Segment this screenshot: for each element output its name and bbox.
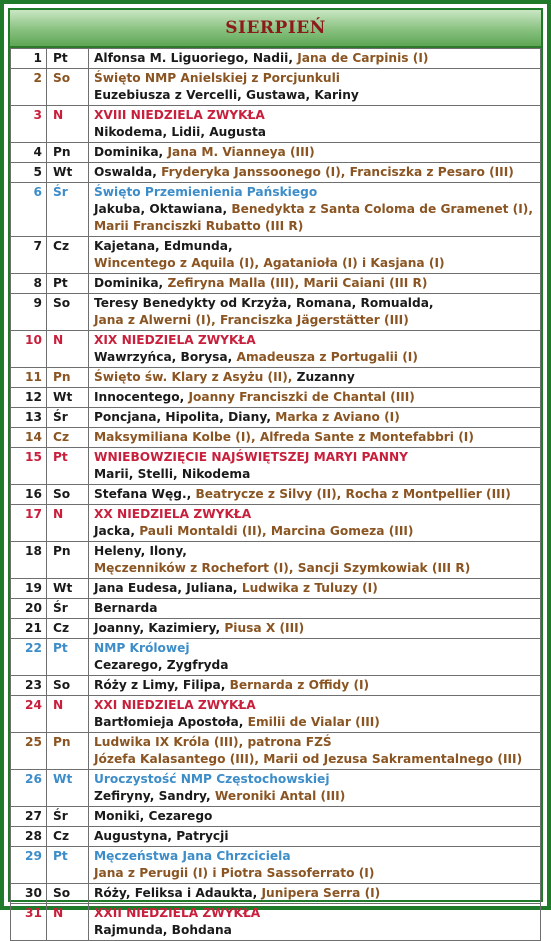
day-entry xyxy=(89,163,541,183)
day-number: 21 xyxy=(11,619,47,639)
saint-text: Beatrycze z Silvy (II), Rocha z Montpellier (III) xyxy=(195,487,511,501)
calendar-row xyxy=(11,676,541,696)
name-text: Dominika, xyxy=(94,276,168,290)
entry-line xyxy=(94,50,537,67)
day-entry xyxy=(89,49,541,69)
name-text: Zuzanny xyxy=(296,370,355,384)
saint-text: Jana M. Vianneya (III) xyxy=(167,145,315,159)
entry-line xyxy=(94,600,537,617)
name-text: Teresy Benedykty od Krzyża, Romana, Romualda, xyxy=(94,296,434,310)
name-text: Jakuba, Oktawiana, xyxy=(94,202,232,216)
day-entry xyxy=(89,542,541,579)
entry-line xyxy=(94,349,537,366)
day-number: 23 xyxy=(11,676,47,696)
feast-text: XXII NIEDZIELA ZWYKŁA xyxy=(94,906,261,920)
name-text: Nikodema, Lidii, Augusta xyxy=(94,125,267,139)
entry-line xyxy=(94,788,537,805)
day-entry xyxy=(89,183,541,237)
day-entry xyxy=(89,428,541,448)
day-entry xyxy=(89,237,541,274)
weekday: N xyxy=(47,106,89,143)
day-entry xyxy=(89,770,541,807)
calendar-row xyxy=(11,599,541,619)
calendar-row xyxy=(11,163,541,183)
weekday: Pn xyxy=(47,368,89,388)
entry-line xyxy=(94,201,537,218)
day-entry xyxy=(89,599,541,619)
day-number: 14 xyxy=(11,428,47,448)
entry-line xyxy=(94,164,537,181)
name-text: Moniki, Cezarego xyxy=(94,809,213,823)
day-number: 22 xyxy=(11,639,47,676)
name-text: Alfonsa M. Liguoriego, Nadii, xyxy=(94,51,298,65)
entry-line xyxy=(94,124,537,141)
day-number: 25 xyxy=(11,733,47,770)
entry-line xyxy=(94,640,537,657)
weekday: Cz xyxy=(47,619,89,639)
day-number: 26 xyxy=(11,770,47,807)
day-entry xyxy=(89,904,541,941)
entry-line xyxy=(94,905,537,922)
weekday: Śr xyxy=(47,599,89,619)
saint-text: Jana z Alwerni (I), Franciszka Jägerstätter (III) xyxy=(94,313,409,327)
entry-line xyxy=(94,714,537,731)
weekday: Wt xyxy=(47,579,89,599)
weekday: Pn xyxy=(47,733,89,770)
entry-line xyxy=(94,560,537,577)
weekday: So xyxy=(47,69,89,106)
entry-line xyxy=(94,697,537,714)
calendar-row xyxy=(11,183,541,237)
name-text: Jana Eudesa, Juliana, xyxy=(94,581,242,595)
entry-line xyxy=(94,218,537,235)
weekday: Wt xyxy=(47,770,89,807)
calendar-row xyxy=(11,847,541,884)
calendar-panel xyxy=(8,8,543,937)
entry-line xyxy=(94,409,537,426)
name-text: Euzebiusza z Vercelli, Gustawa, Kariny xyxy=(94,88,359,102)
entry-line xyxy=(94,848,537,865)
feast-text: XIX NIEDZIELA ZWYKŁA xyxy=(94,333,256,347)
entry-line xyxy=(94,751,537,768)
weekday: So xyxy=(47,676,89,696)
calendar-row xyxy=(11,237,541,274)
weekday: So xyxy=(47,485,89,505)
name-text: Wawrzyńca, Borysa, xyxy=(94,350,237,364)
entry-line xyxy=(94,523,537,540)
calendar-row xyxy=(11,485,541,505)
weekday: Pt xyxy=(47,448,89,485)
weekday: Pn xyxy=(47,143,89,163)
saint-text: Amadeusza z Portugalii (I) xyxy=(236,350,418,364)
calendar-row xyxy=(11,770,541,807)
saint-text: Wincentego z Aquila (I), Agatanioła (I) i Kasjana (I) xyxy=(94,256,445,270)
day-number: 12 xyxy=(11,388,47,408)
entry-line xyxy=(94,389,537,406)
name-text: Dominika, xyxy=(94,145,168,159)
day-number: 17 xyxy=(11,505,47,542)
saint-text: Piusa X (III) xyxy=(224,621,305,635)
entry-line xyxy=(94,144,537,161)
saint-text: Junipera Serra (I) xyxy=(261,886,381,900)
saint-text: Jana de Carpinis (I) xyxy=(297,51,429,65)
saint-text: Marii Franciszki Rubatto (III R) xyxy=(94,219,304,233)
feast-text: WNIEBOWZIĘCIE NAJŚWIĘTSZEJ MARYI PANNY xyxy=(94,450,408,464)
saint-text: Pauli Montaldi (II), Marcina Gomeza (III) xyxy=(139,524,414,538)
day-number: 4 xyxy=(11,143,47,163)
day-number: 16 xyxy=(11,485,47,505)
day-number: 15 xyxy=(11,448,47,485)
entry-line xyxy=(94,580,537,597)
calendar-row xyxy=(11,106,541,143)
weekday: N xyxy=(47,696,89,733)
name-text: Zefiryny, Sandry, xyxy=(94,789,215,803)
entry-line xyxy=(94,922,537,939)
entry-line xyxy=(94,885,537,902)
day-entry xyxy=(89,408,541,428)
saint-text: Fryderyka Janssoonego (I), Franciszka z Pesaro (III) xyxy=(161,165,514,179)
calendar-row xyxy=(11,827,541,847)
weekday: Śr xyxy=(47,807,89,827)
name-text: Heleny, Ilony, xyxy=(94,544,187,558)
entry-line xyxy=(94,771,537,788)
calendar-row xyxy=(11,807,541,827)
saint-text: Emilii de Vialar (III) xyxy=(247,715,380,729)
calendar-row xyxy=(11,696,541,733)
feast-text: XVIII NIEDZIELA ZWYKŁA xyxy=(94,108,265,122)
day-entry xyxy=(89,676,541,696)
day-entry xyxy=(89,579,541,599)
saint-text: Bernarda z Offidy (I) xyxy=(229,678,370,692)
entry-line xyxy=(94,70,537,87)
name-text: Bernarda xyxy=(94,601,158,615)
calendar-row xyxy=(11,904,541,941)
weekday: Śr xyxy=(47,183,89,237)
weekday: So xyxy=(47,294,89,331)
weekday: Cz xyxy=(47,428,89,448)
calendar-row xyxy=(11,428,541,448)
feast-text: NMP Królowej xyxy=(94,641,190,655)
name-text: Innocentego, xyxy=(94,390,189,404)
entry-line xyxy=(94,506,537,523)
day-number: 8 xyxy=(11,274,47,294)
entry-line xyxy=(94,865,537,882)
weekday: Wt xyxy=(47,388,89,408)
entry-line xyxy=(94,238,537,255)
day-entry xyxy=(89,331,541,368)
entry-line xyxy=(94,429,537,446)
weekday: N xyxy=(47,331,89,368)
weekday: Śr xyxy=(47,408,89,428)
weekday: Pt xyxy=(47,847,89,884)
day-number: 10 xyxy=(11,331,47,368)
day-entry xyxy=(89,619,541,639)
entry-line xyxy=(94,734,537,751)
day-entry xyxy=(89,368,541,388)
entry-line xyxy=(94,677,537,694)
weekday: Pt xyxy=(47,274,89,294)
weekday: Pt xyxy=(47,639,89,676)
name-text: Bartłomieja Apostoła, xyxy=(94,715,248,729)
day-entry xyxy=(89,807,541,827)
name-text: Róży z Limy, Filipa, xyxy=(94,678,230,692)
day-number: 18 xyxy=(11,542,47,579)
name-text: Rajmunda, Bohdana xyxy=(94,923,232,937)
day-entry xyxy=(89,388,541,408)
weekday: N xyxy=(47,904,89,941)
weekday: Wt xyxy=(47,163,89,183)
name-text: Stefana Węg., xyxy=(94,487,196,501)
calendar-row xyxy=(11,274,541,294)
saint-text: Joanny Franciszki de Chantal (III) xyxy=(188,390,415,404)
day-number: 20 xyxy=(11,599,47,619)
feast-text: Święto Przemienienia Pańskiego xyxy=(94,185,318,199)
day-number: 6 xyxy=(11,183,47,237)
day-number: 24 xyxy=(11,696,47,733)
day-number: 27 xyxy=(11,807,47,827)
day-number: 11 xyxy=(11,368,47,388)
feast-text: XX NIEDZIELA ZWYKŁA xyxy=(94,507,252,521)
entry-line xyxy=(94,828,537,845)
day-entry xyxy=(89,143,541,163)
weekday: Cz xyxy=(47,827,89,847)
day-entry xyxy=(89,827,541,847)
day-entry xyxy=(89,485,541,505)
name-text: Marii, Stelli, Nikodema xyxy=(94,467,251,481)
name-text: Poncjana, Hipolita, Diany, xyxy=(94,410,276,424)
saint-text: Zefiryna Malla (III), Marii Caiani (III R) xyxy=(167,276,428,290)
calendar-row xyxy=(11,49,541,69)
calendar-row xyxy=(11,448,541,485)
day-number: 31 xyxy=(11,904,47,941)
weekday: Cz xyxy=(47,237,89,274)
entry-line xyxy=(94,657,537,674)
feast-text: XXI NIEDZIELA ZWYKŁA xyxy=(94,698,256,712)
weekday: Pn xyxy=(47,542,89,579)
entry-line xyxy=(94,295,537,312)
saint-text: Święto św. Klary z Asyżu (II), xyxy=(94,370,297,384)
calendar-row xyxy=(11,143,541,163)
day-number: 19 xyxy=(11,579,47,599)
calendar-row xyxy=(11,619,541,639)
day-number: 13 xyxy=(11,408,47,428)
entry-line xyxy=(94,184,537,201)
day-number: 3 xyxy=(11,106,47,143)
calendar-row xyxy=(11,733,541,770)
entry-line xyxy=(94,312,537,329)
calendar-table xyxy=(10,48,541,941)
day-number: 7 xyxy=(11,237,47,274)
day-number: 28 xyxy=(11,827,47,847)
weekday: So xyxy=(47,884,89,904)
name-text: Oswalda, xyxy=(94,165,162,179)
day-entry xyxy=(89,106,541,143)
feast-text: Uroczystość NMP Częstochowskiej xyxy=(94,772,330,786)
feast-text: Męczeństwa Jana Chrzciciela xyxy=(94,849,291,863)
day-entry xyxy=(89,696,541,733)
weekday: N xyxy=(47,505,89,542)
name-text: Cezarego, Zygfryda xyxy=(94,658,229,672)
calendar-row xyxy=(11,579,541,599)
calendar-row xyxy=(11,388,541,408)
entry-line xyxy=(94,332,537,349)
saint-text: Ludwika IX Króla (III), patrona FZŚ xyxy=(94,735,332,749)
saint-text: Benedykta z Santa Coloma de Gramenet (I), xyxy=(231,202,533,216)
name-text: Jacka, xyxy=(94,524,140,538)
day-entry xyxy=(89,639,541,676)
name-text: Joanny, Kazimiery, xyxy=(94,621,225,635)
day-number: 5 xyxy=(11,163,47,183)
calendar-row xyxy=(11,542,541,579)
saint-text: Weroniki Antal (III) xyxy=(214,789,346,803)
entry-line xyxy=(94,255,537,272)
weekday: Pt xyxy=(47,49,89,69)
entry-line xyxy=(94,107,537,124)
day-entry xyxy=(89,847,541,884)
calendar-row xyxy=(11,639,541,676)
calendar-row xyxy=(11,408,541,428)
day-entry xyxy=(89,505,541,542)
day-entry xyxy=(89,884,541,904)
calendar-row xyxy=(11,69,541,106)
entry-line xyxy=(94,466,537,483)
entry-line xyxy=(94,620,537,637)
name-text: Róży, Feliksa i Adaukta, xyxy=(94,886,262,900)
entry-line xyxy=(94,808,537,825)
entry-line xyxy=(94,87,537,104)
calendar-row xyxy=(11,884,541,904)
calendar-row xyxy=(11,368,541,388)
name-text: Augustyna, Patrycji xyxy=(94,829,229,843)
calendar-row xyxy=(11,505,541,542)
day-entry xyxy=(89,448,541,485)
day-number: 2 xyxy=(11,69,47,106)
calendar-row xyxy=(11,294,541,331)
entry-line xyxy=(94,543,537,560)
name-text: Kajetana, Edmunda, xyxy=(94,239,233,253)
calendar-row xyxy=(11,331,541,368)
saint-text: Marka z Aviano (I) xyxy=(275,410,400,424)
month-title: SIERPIEŃ xyxy=(225,18,326,38)
entry-line xyxy=(94,369,537,386)
day-number: 29 xyxy=(11,847,47,884)
saint-text: Święto NMP Anielskiej z Porcjunkuli xyxy=(94,71,340,85)
day-number: 30 xyxy=(11,884,47,904)
saint-text: Józefa Kalasantego (III), Marii od Jezusa Sakramentalnego (III) xyxy=(94,752,523,766)
day-entry xyxy=(89,733,541,770)
entry-line xyxy=(94,449,537,466)
day-entry xyxy=(89,69,541,106)
entry-line xyxy=(94,486,537,503)
day-entry xyxy=(89,294,541,331)
saint-text: Ludwika z Tuluzy (I) xyxy=(241,581,378,595)
day-entry xyxy=(89,274,541,294)
saint-text: Jana z Perugii (I) i Piotra Sassoferrato (I) xyxy=(94,866,375,880)
day-number: 1 xyxy=(11,49,47,69)
saint-text: Męczenników z Rochefort (I), Sancji Szymkowiak (III R) xyxy=(94,561,471,575)
saint-text: Maksymiliana Kolbe (I), Alfreda Sante z Montefabbri (I) xyxy=(94,430,474,444)
entry-line xyxy=(94,275,537,292)
day-number: 9 xyxy=(11,294,47,331)
month-header xyxy=(10,10,541,48)
